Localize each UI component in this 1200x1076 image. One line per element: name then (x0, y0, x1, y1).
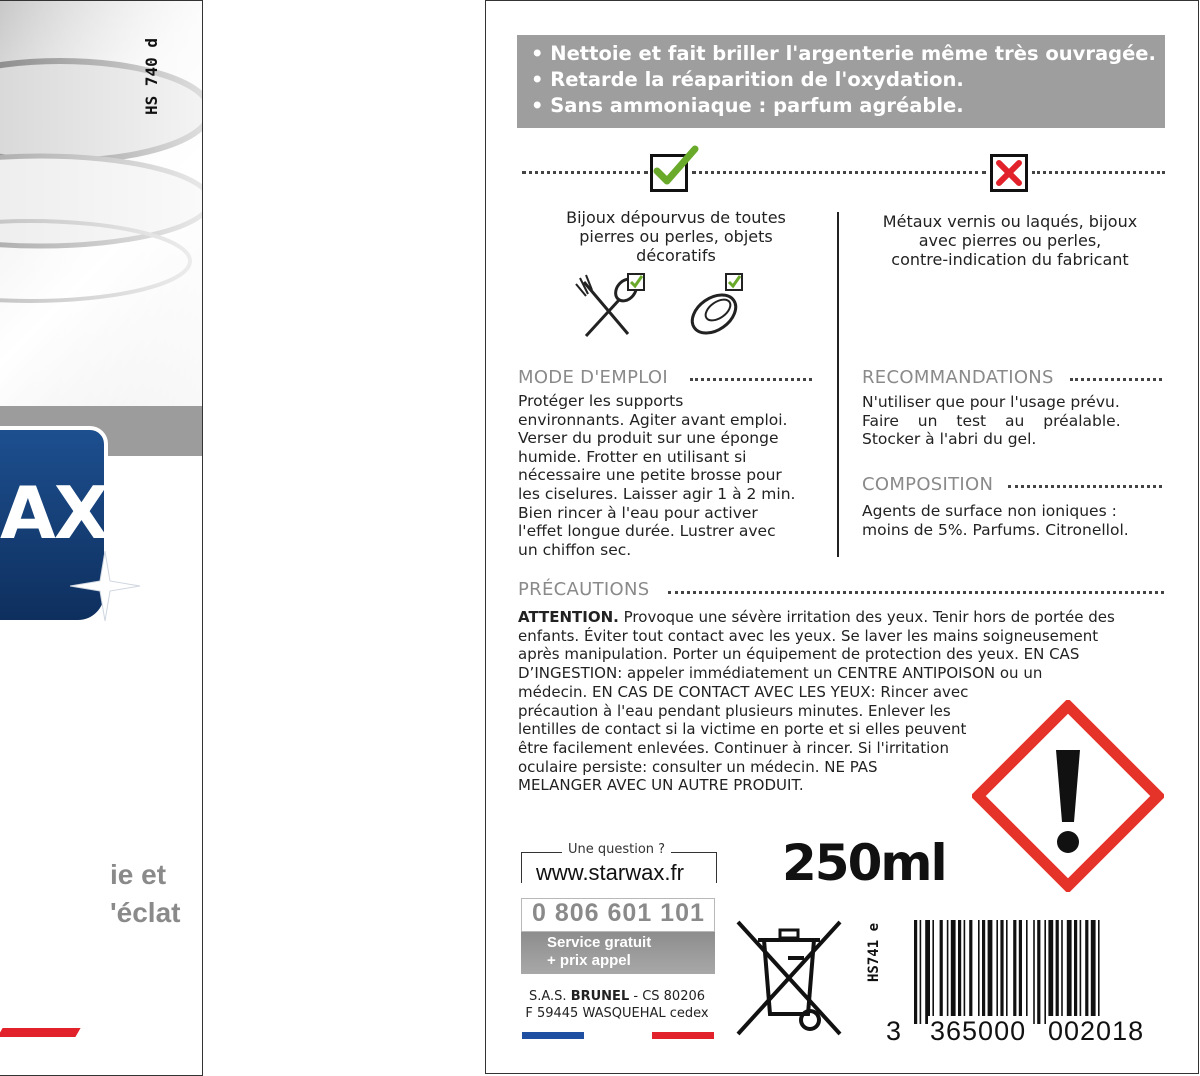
text-line: avec pierres ou perles, (918, 231, 1102, 250)
barcode-bar (1026, 920, 1028, 1024)
barcode-group-2: 002018 (1048, 1016, 1145, 1046)
barcode-bar (1000, 920, 1003, 1024)
barcode-bar (1013, 920, 1016, 1024)
volume-label: 250ml (782, 834, 946, 892)
barcode-bar (1048, 920, 1053, 1024)
text-line: Métaux vernis ou laqués, bijoux (882, 212, 1138, 231)
recommandations-title: RECOMMANDATIONS (862, 367, 1054, 388)
barcode-bar (1098, 920, 1100, 1024)
cutlery-icon (574, 272, 650, 342)
barcode-bar (1080, 920, 1082, 1024)
question-label: Une question ? (562, 842, 671, 857)
text-line: décoratifs (636, 246, 716, 265)
text-fragment: Provoque une sévère irritation des yeux. Tenir hors de portée des (618, 608, 1115, 626)
text-line: après manipulation. Porter un équipement de protection des yeux. EN CAS (518, 645, 1080, 664)
text-line: N'utiliser que pour l'usage prévu. (862, 393, 1120, 411)
company-address: F 59445 WASQUEHAL cedex (525, 1006, 709, 1021)
dotted-line (1008, 485, 1162, 488)
text-line: contre-indication du fabricant (891, 250, 1129, 269)
text-line: Agents de surface non ioniques : (862, 502, 1117, 520)
suitable-items-text (526, 208, 826, 265)
barcode-bar (940, 920, 943, 1024)
barcode-bar (932, 920, 934, 1024)
barcode-bar (1067, 920, 1072, 1024)
cross-box-icon (990, 154, 1028, 192)
text-line: Stocker à l'abri du gel. (862, 430, 1037, 449)
registered-mark: ® (107, 489, 122, 508)
dotted-line (690, 378, 812, 381)
text-line: être facilement enlevées. Continuer à rincer. Si l'irritation (518, 738, 949, 757)
batch-code (862, 918, 892, 988)
dotted-line (1032, 171, 1165, 174)
phone-number[interactable]: 0 806 601 101 (532, 899, 705, 927)
barcode-group-1: 365000 (930, 1016, 1027, 1046)
barcode-bar (914, 920, 917, 1024)
text-line: moins de 5%. Parfums. Citronellol. (862, 520, 1129, 539)
mode-emploi-text (518, 392, 828, 559)
unsuitable-items-text (860, 212, 1160, 269)
barcode-bar (1044, 920, 1046, 1024)
precautions-title: PRÉCAUTIONS (518, 579, 650, 600)
barcode-bar (920, 920, 922, 1024)
barcode-bar (1091, 920, 1096, 1024)
barcode-icon (912, 920, 1162, 1025)
composition-text (862, 502, 1157, 539)
checkmark-icon (651, 145, 701, 187)
text-line: médecin. EN CAS DE CONTACT AVEC LES YEUX: Rincer avec (518, 682, 969, 701)
crossed-out-bin-icon (734, 918, 844, 1038)
batch-code-text: HS741 e (866, 922, 882, 982)
barcode-bar (947, 920, 949, 1024)
cross-icon (993, 157, 1025, 189)
benefit-item: • Nettoie et fait briller l'argenterie même très ouvragée. (531, 42, 1156, 65)
text-line: l'effet longue durée. Lustrer avec (518, 522, 776, 541)
text-line: Bijoux dépourvus de toutes (566, 208, 786, 227)
text-line: Faire un test au préalable. (862, 411, 1121, 430)
text-line: humide. Frotter en utilisant si (518, 447, 747, 466)
barcode-bar (1033, 920, 1035, 1024)
barcode-bar (969, 920, 972, 1024)
text-line: précaution à l'eau pendant plusieurs minutes. Enlever les (518, 701, 951, 720)
product-code: HS 740 d (142, 37, 161, 115)
barcode-bar (964, 920, 966, 1024)
column-divider (837, 212, 839, 557)
company-suffix: - CS 80206 (633, 989, 706, 1004)
attention-label: ATTENTION. (518, 608, 619, 626)
barcode-bar (1061, 920, 1063, 1024)
barcode-bar (1006, 920, 1008, 1024)
text-line: MELANGER AVEC UN AUTRE PRODUIT. (518, 776, 804, 795)
benefits-box (517, 35, 1165, 128)
tagline-line: ie et (110, 859, 167, 890)
service-text: + prix appel (547, 952, 631, 969)
recommandations-text (862, 393, 1152, 449)
front-label-panel (0, 0, 203, 1076)
dotted-line (1070, 378, 1162, 381)
company-name: BRUNEL (570, 989, 630, 1004)
barcode-bar (1085, 920, 1088, 1024)
barcode-bar (1056, 920, 1059, 1024)
barcode-first-digit: 3 (886, 1016, 902, 1046)
benefit-item: • Sans ammoniaque : parfum agréable. (531, 94, 964, 117)
text-line: nécessaire une petite brosse pour (518, 466, 782, 485)
text-line: Verser du produit sur une éponge (518, 429, 779, 448)
text-line: oculaire persiste: consulter un médecin. NE PAS (518, 757, 878, 776)
checkmark-box-icon (650, 154, 688, 192)
dotted-line (522, 171, 648, 174)
red-stripe (0, 1028, 81, 1037)
barcode-bar (1074, 920, 1077, 1024)
ghs-exclamation-hazard-icon (972, 700, 1164, 892)
flag-red-stripe (652, 1032, 714, 1039)
dotted-line (668, 591, 1164, 594)
phone-box (521, 898, 715, 932)
website-link[interactable]: www.starwax.fr (536, 860, 684, 885)
company-prefix: S.A.S. (528, 989, 567, 1004)
barcode-bar (958, 920, 961, 1024)
dotted-line (692, 171, 986, 174)
barcode-bar (925, 920, 930, 1024)
sparkle-icon (70, 551, 140, 621)
text-line: D’INGESTION: appeler immédiatement un CENTRE ANTIPOISON ou un (518, 664, 1043, 683)
barcode-bar (951, 920, 956, 1024)
text-line: pierres ou perles, objets (579, 227, 773, 246)
text-line: Bien rincer à l'eau pour activer (518, 503, 758, 522)
company-info (508, 988, 726, 1022)
flag-blue-stripe (522, 1032, 584, 1039)
composition-title: COMPOSITION (862, 474, 994, 495)
benefit-item: • Retarde la réaparition de l'oxydation. (531, 68, 964, 91)
mode-emploi-title: MODE D'EMPLOI (518, 367, 668, 388)
text-line: les ciselures. Laisser agir 1 à 2 min. (518, 484, 796, 503)
barcode-bar (988, 920, 993, 1024)
barcode-bar (1037, 920, 1040, 1024)
service-band (521, 932, 715, 974)
tagline-line: 'éclat (110, 897, 181, 928)
barcode-bar (982, 920, 985, 1024)
brand-logo-text (0, 471, 121, 555)
barcode-bar (978, 920, 980, 1024)
text-line: enfants. Éviter tout contact avec les yeux. Se laver les mains soigneusement (518, 626, 1099, 645)
text-line (518, 608, 1158, 627)
company-line (508, 988, 726, 1005)
logo-fragment: AX (0, 471, 108, 555)
barcode-bar (1019, 920, 1022, 1024)
service-text: Service gratuit (547, 934, 652, 951)
text-line: environnants. Agiter avant emploi. (518, 410, 788, 429)
tagline (0, 856, 181, 932)
text-line: lentilles de contact si la victime en porte et si elles peuvent (518, 720, 967, 739)
jewelry-icon (684, 272, 756, 338)
text-line: un chiffon sec. (518, 540, 632, 559)
text-line: Protéger les supports (518, 392, 684, 410)
barcode-bar (996, 920, 998, 1024)
